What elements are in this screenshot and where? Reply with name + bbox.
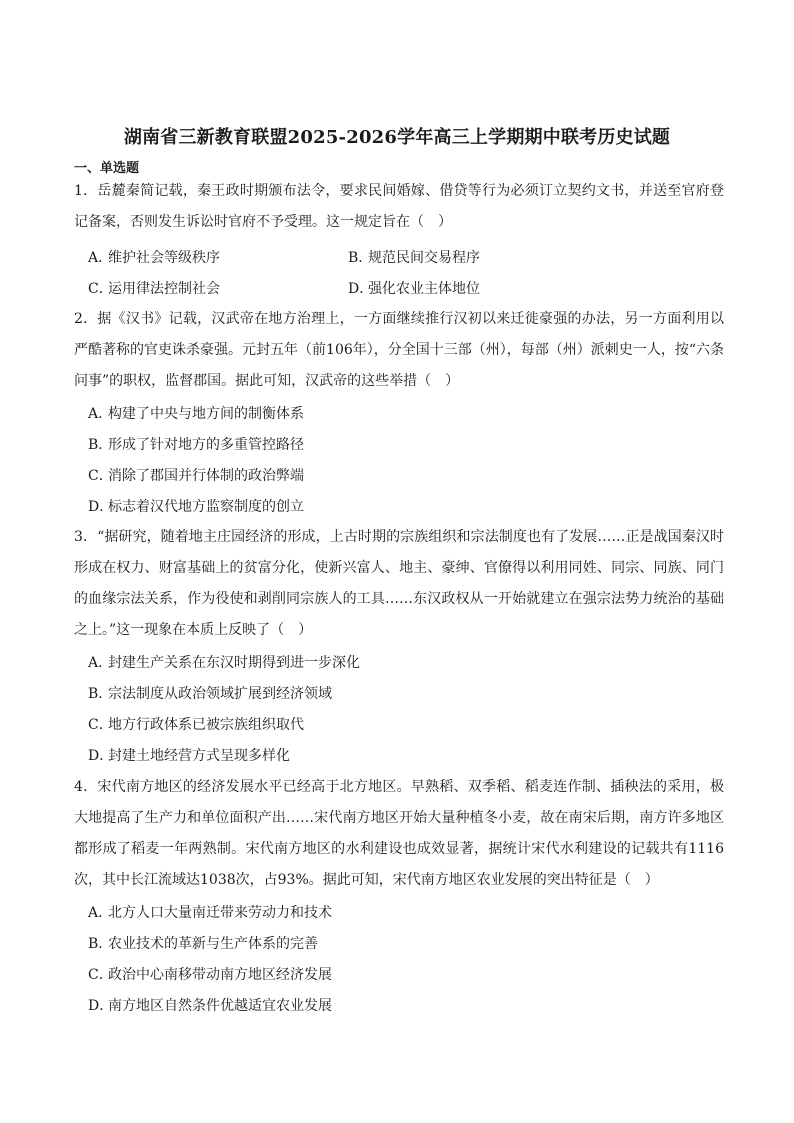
question-3-option-a [88, 653, 360, 673]
question-4-option-b [88, 934, 318, 954]
option-letter: C． [88, 468, 113, 484]
question-2-option-c [88, 466, 304, 486]
option-text: 封建生产关系在东汉时期得到进一步深化 [108, 655, 360, 671]
question-3-option-d [88, 746, 290, 766]
option-text: 地方行政体系已被宗族组织取代 [108, 717, 304, 733]
option-letter: D． [88, 748, 114, 764]
option-text: 维护社会等级秩序 [108, 250, 220, 266]
option-text: 政治中心南移带动南方地区经济发展 [108, 967, 332, 983]
option-letter: C． [88, 717, 113, 733]
option-letter: B． [88, 936, 113, 952]
option-text: 消除了郡国并行体制的政治弊端 [108, 468, 304, 484]
page-title: 湖南省三新教育联盟2025-2026学年高三上学期期中联考历史试题 [123, 127, 671, 148]
option-text: 标志着汉代地方监察制度的创立 [108, 499, 304, 515]
option-letter: D． [88, 998, 114, 1014]
option-letter: A． [88, 406, 113, 422]
section-heading: 一、单选题 [74, 161, 140, 176]
question-1-option-b [348, 248, 480, 268]
question-2-stem: 2．据《汉书》记载，汉武帝在地方治理上，一方面继续推行汉初以来迁徙豪强的办法，另一方面利用以严酷著称的官吏诛杀豪强。元封五年（前106年），分全国十三部（州），每部（州）派刺史一人，按“六条问事”的职权，监督郡国。据此可知，汉武帝的这些举措（ ） [74, 311, 724, 389]
option-text: 南方地区自然条件优越适宜农业发展 [108, 998, 332, 1014]
question-1-stem: 1．岳麓秦简记载，秦王政时期颁布法令，要求民间婚嫁、借贷等行为必须订立契约文书，并送至官府登记备案，否则发生诉讼时官府不予受理。这一规定旨在（ ） [74, 183, 724, 230]
question-1-option-c [88, 279, 220, 299]
question-2-option-b [88, 435, 304, 455]
option-letter: D． [88, 499, 114, 515]
question-2-option-a [88, 404, 304, 424]
option-letter: C． [88, 281, 113, 297]
option-text: 强化农业主体地位 [368, 281, 480, 297]
question-4-option-c [88, 965, 332, 985]
question-2-option-d [88, 497, 304, 517]
option-letter: A． [88, 905, 113, 921]
option-letter: B． [88, 437, 113, 453]
option-text: 构建了中央与地方间的制衡体系 [108, 406, 304, 422]
question-3-option-b [88, 684, 332, 704]
option-letter: B． [88, 686, 113, 702]
option-text: 规范民间交易程序 [368, 250, 480, 266]
question-4-stem: 4．宋代南方地区的经济发展水平已经高于北方地区。早熟稻、双季稻、稻麦连作制、插秧法的采用，极大地提高了生产力和单位面积产出……宋代南方地区开始大量种植冬小麦，故在南宋后期，南方许多地区都形成了稻麦一年两熟制。宋代南方地区的水利建设也成效显著，据统计宋代水利建设的记载共有1116次，其中长江流域达1038次，占93%。据此可知，宋代南方地区农业发展的突出特征是（ ） [74, 779, 724, 888]
question-3-option-c [88, 715, 304, 735]
option-letter: B． [348, 250, 373, 266]
option-text: 运用律法控制社会 [108, 281, 220, 297]
option-text: 北方人口大量南迁带来劳动力和技术 [108, 905, 332, 921]
option-letter: A． [88, 655, 113, 671]
option-letter: A． [88, 250, 113, 266]
option-letter: C． [88, 967, 113, 983]
option-text: 形成了针对地方的多重管控路径 [108, 437, 304, 453]
question-1-option-a [88, 248, 220, 268]
question-3-stem: 3．“据研究，随着地主庄园经济的形成，上古时期的宗族组织和宗法制度也有了发展……正是战国秦汉时形成在权力、财富基础上的贫富分化，使新兴富人、地主、豪绅、官僚得以利用同姓、同宗、同族、同门的血缘宗法关系，作为役使和剥削同宗族人的工具……东汉政权从一开始就建立在强宗法势力统治的基础之上。”这一现象在本质上反映了（ ） [74, 529, 724, 638]
option-text: 宗法制度从政治领域扩展到经济领域 [108, 686, 332, 702]
option-text: 农业技术的革新与生产体系的完善 [108, 936, 318, 952]
question-4-option-d [88, 996, 332, 1016]
option-text: 封建土地经营方式呈现多样化 [108, 748, 290, 764]
question-4-option-a [88, 903, 332, 923]
question-1-option-d [348, 279, 480, 299]
option-letter: D． [348, 281, 374, 297]
